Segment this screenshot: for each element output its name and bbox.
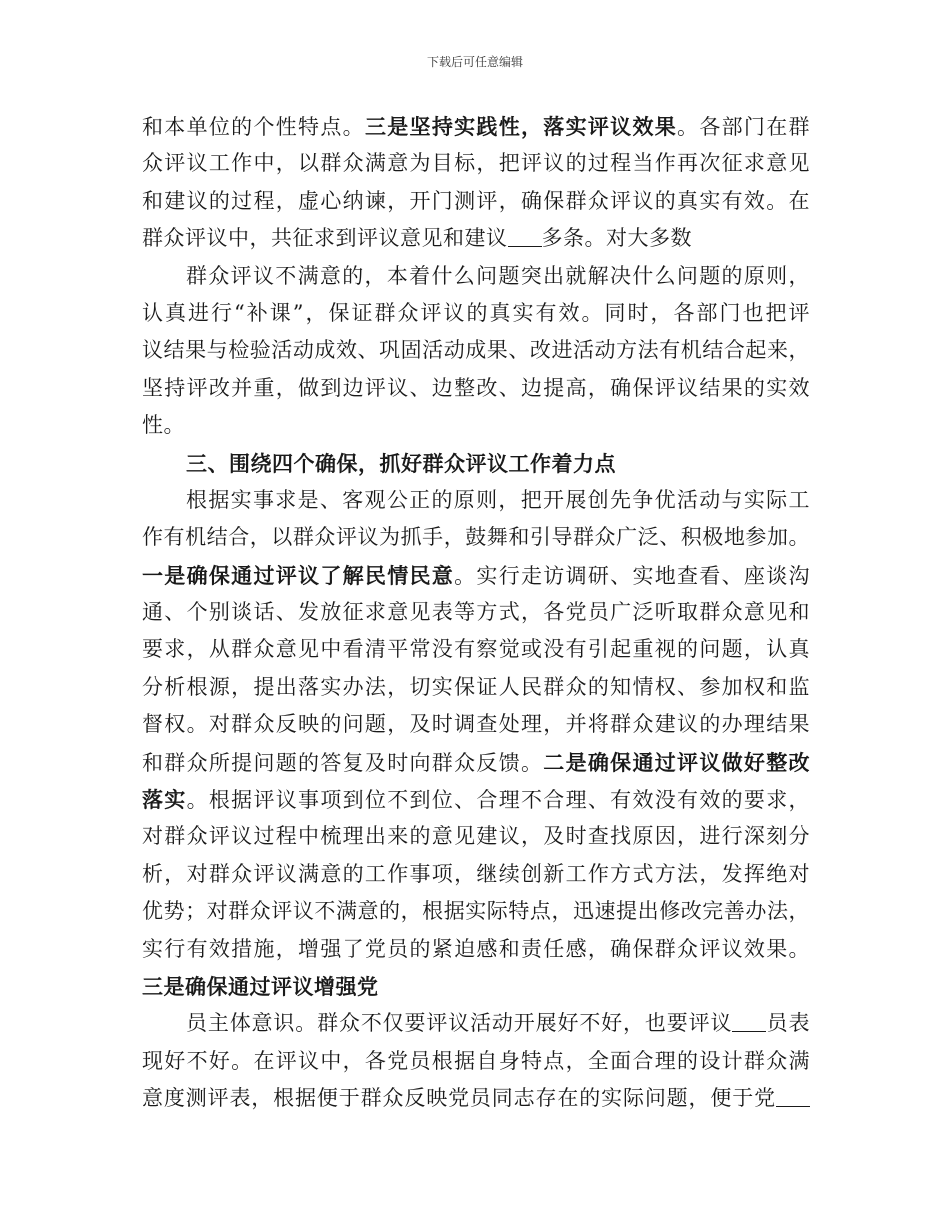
bold-phrase: 落实 — [142, 787, 187, 813]
paragraph-line: 议结果与检验活动成效、巩固活动成果、改进活动方法有机结合起来， — [142, 338, 810, 363]
paragraph-line: 督权。对群众反映的问题，及时调查处理，并将群众建议的办理结果 — [142, 712, 810, 737]
paragraph-line: 落实。根据评议事项到位不到位、合理不合理、有效没有效的要求， — [142, 787, 811, 813]
fill-blank — [776, 1085, 810, 1107]
paragraph-line: 员主体意识。群众不仅要评议活动开展好不好，也要评议 员表 — [186, 1011, 811, 1036]
paragraph-line: 根据实事求是、客观公正的原则，把开展创先争优活动与实际工 — [186, 487, 810, 512]
fill-blank — [508, 225, 542, 247]
fill-blank — [732, 1010, 766, 1032]
paragraph-line: 分析根源，提出落实办法，切实保证人民群众的知情权、参加权和监 — [142, 674, 810, 699]
paragraph-line: 和建议的过程，虚心纳谏，开门测评，确保群众评议的真实有效。在 — [142, 188, 810, 213]
paragraph-line: 意度测评表，根据便于群众反映党员同志存在的实际问题，便于党 — [142, 1080, 810, 1117]
bold-phrase: 一是确保通过评议了解民情民意 — [142, 562, 455, 588]
document-body — [142, 108, 810, 1118]
bold-phrase: 二是确保通过评议做好整改 — [543, 749, 811, 775]
paragraph-line: 通、个别谈话、发放征求意见表等方式，各党员广泛听取群众意见和 — [142, 600, 810, 625]
paragraph-line: 群众评议中，共征求到评议意见和建议 多条。对大多数 — [142, 226, 692, 251]
bold-phrase: 三是确保通过评议增强党 — [142, 973, 379, 999]
paragraph-line: 现好不好。在评议中，各党员根据自身特点，全面合理的设计群众满 — [142, 1048, 810, 1073]
section-heading: 三、围绕四个确保，抓好群众评议工作着力点 — [186, 450, 616, 476]
bold-phrase: 三是坚持实践性，落实评议效果 — [364, 114, 678, 139]
paragraph-line: 作有机结合，以群众评议为抓手，鼓舞和引导群众广泛、积极地参加。 — [142, 525, 810, 550]
page-header: 下载后可任意编辑 — [426, 55, 523, 69]
paragraph-line: 和本单位的个性特点。三是坚持实践性，落实评议效果。各部门在群 — [142, 114, 811, 139]
paragraph-line: 对群众评议过程中梳理出来的意见建议，及时查找原因，进行深刻分 — [142, 824, 810, 849]
paragraph-line: 和群众所提问题的答复及时向群众反馈。二是确保通过评议做好整改 — [142, 749, 811, 775]
paragraph-line: 一是确保通过评议了解民情民意。实行走访调研、实地查看、座谈沟 — [142, 562, 811, 588]
paragraph-line: 性。 — [142, 413, 185, 438]
paragraph-line: 群众评议不满意的，本着什么问题突出就解决什么问题的原则， — [186, 263, 810, 288]
paragraph-line: 实行有效措施，增强了党员的紧迫感和责任感，确保群众评议效果。 — [142, 936, 810, 961]
paragraph-line: 要求，从群众意见中看清平常没有察觉或没有引起重视的问题，认真 — [142, 637, 810, 662]
paragraph-line: 坚持评改并重，做到边评议、边整改、边提高，确保评议结果的实效 — [142, 375, 810, 400]
paragraph-line: 析，对群众评议满意的工作事项，继续创新工作方式方法，发挥绝对 — [142, 861, 810, 886]
paragraph-line: 众评议工作中，以群众满意为目标，把评议的过程当作再次征求意见 — [142, 151, 810, 176]
paragraph-line: 认真进行“补课”，保证群众评议的真实有效。同时，各部门也把评 — [142, 300, 810, 325]
paragraph-line: 优势；对群众评议不满意的，根据实际特点，迅速提出修改完善办法， — [142, 899, 810, 924]
